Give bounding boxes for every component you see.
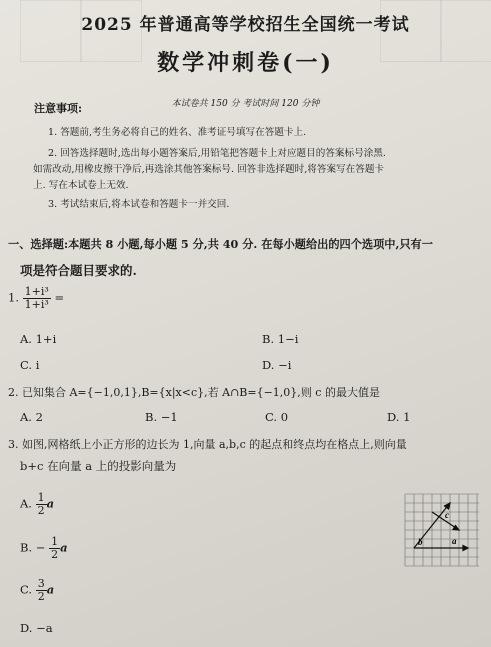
vector-c-label: c xyxy=(445,510,449,520)
q3-b-fraction xyxy=(49,536,60,561)
q3-a-label: A. xyxy=(20,496,32,511)
q1-equals: = xyxy=(54,290,65,305)
q3-option-d: D. −a xyxy=(20,621,53,635)
vector-a-arrow xyxy=(463,546,468,551)
q3-option-c xyxy=(20,578,54,603)
section-heading-line-1: 一、选择题:本题共 8 小题,每小题 5 分,共 40 分. 在每小题给出的四个选项中,只有一 xyxy=(8,237,433,251)
q1-fraction xyxy=(23,286,51,311)
q3-b-den: 2 xyxy=(51,548,59,561)
question-2: 2. 已知集合 A={−1,0,1},B={x|x<c},若 A∩B={−1,0},则 c 的最大值是 xyxy=(8,386,380,399)
paper-title: 数学冲刺卷(一) xyxy=(157,50,334,76)
note-line-1: 1. 答题前,考生务必将自己的姓名、准考证号填写在答题卡上. xyxy=(48,127,307,138)
vector-a-label: a xyxy=(452,536,457,546)
vector-b-label: b xyxy=(418,537,423,547)
question-3-line-1: 3. 如图,网格纸上小正方形的边长为 1,向量 a,b,c 的起点和终点均在格点上,则向量 xyxy=(8,438,407,451)
q3-a-den: 2 xyxy=(37,504,45,517)
q3-option-a xyxy=(20,492,54,517)
q3-a-vector: a xyxy=(46,496,55,511)
q3-b-num: 1 xyxy=(51,535,59,548)
vector-grid-figure xyxy=(403,492,481,572)
q2-option-a: A. 2 xyxy=(20,410,43,424)
q3-c-vector: a xyxy=(46,582,55,597)
q1-numerator: 1+i³ xyxy=(24,285,49,298)
q3-c-fraction xyxy=(36,578,47,603)
q1-option-c: C. i xyxy=(20,358,40,372)
q1-option-a: A. 1+i xyxy=(20,332,57,346)
q2-option-d: D. 1 xyxy=(387,410,411,424)
q3-b-vector: a xyxy=(60,540,68,555)
q1-number: 1. xyxy=(8,290,19,305)
q1-option-b: B. 1−i xyxy=(262,332,299,346)
exam-title: 2025 年普通高等学校招生全国统一考试 xyxy=(81,15,410,35)
question-3-line-2: b+c 在向量 a 上的投影向量为 xyxy=(20,459,177,473)
question-1 xyxy=(8,286,64,311)
section-heading-line-2: 项是符合题目要求的. xyxy=(20,263,137,278)
q3-c-label: C. xyxy=(20,582,33,597)
note-line-5: 3. 考试结束后,将本试卷和答题卡一并交回. xyxy=(48,199,230,210)
exam-meta: 本试卷共 150 分 考试时间 120 分钟 xyxy=(171,99,320,109)
grid-lines xyxy=(405,494,479,566)
notes-heading: 注意事项: xyxy=(34,102,83,115)
note-line-3: 如需改动,用橡皮擦干净后,再选涂其他答案标号. 回答非选择题时,将答案写在答题卡 xyxy=(33,164,385,175)
note-line-4: 上. 写在本试卷上无效. xyxy=(33,180,129,191)
q1-option-d: D. −i xyxy=(262,358,292,372)
q3-a-num: 1 xyxy=(37,491,45,504)
q3-c-den: 2 xyxy=(37,590,45,603)
q3-a-fraction xyxy=(36,492,47,517)
q2-option-b: B. −1 xyxy=(145,410,178,424)
q3-option-b xyxy=(20,536,68,561)
q3-c-num: 3 xyxy=(37,577,45,590)
q2-option-c: C. 0 xyxy=(265,410,289,424)
note-line-2: 2. 回答选择题时,选出每小题答案后,用铅笔把答题卡上对应题目的答案标号涂黑. xyxy=(48,148,386,159)
q1-denominator: 1+i³ xyxy=(24,298,49,311)
q3-b-label: B. − xyxy=(20,540,46,555)
